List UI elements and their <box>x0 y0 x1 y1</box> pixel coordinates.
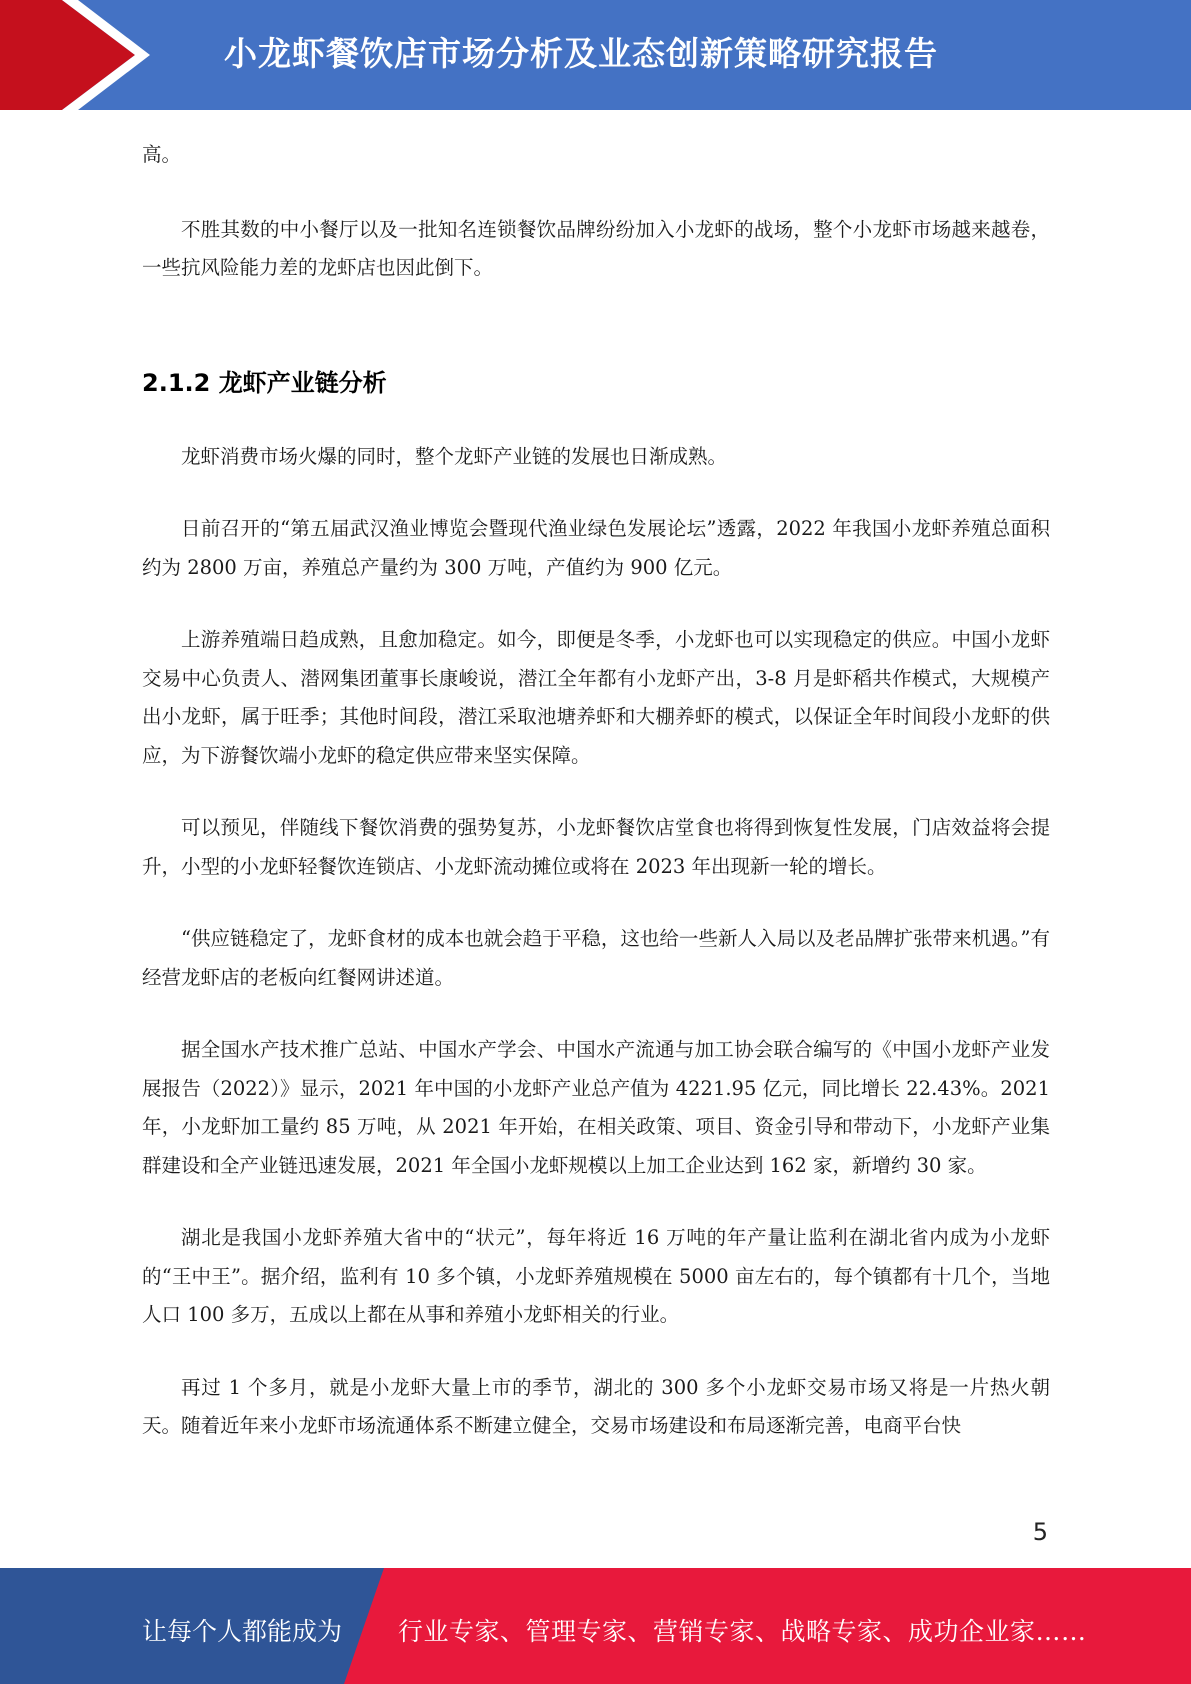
paragraph: 据全国水产技术推广总站、中国水产学会、中国水产流通与加工协会联合编写的《中国小龙虾产业发展报告（2022）》显示，2021 年中国的小龙虾产业总产值为 4221.95 亿元，同比增长 22.43%。2021 年，小龙虾加工量约 85 万吨，从 2021 年开始，在相关政策、项目、资金引导和带动下，小龙虾产业集群建设和全产业链迅速发展，2021 年全国小龙虾规模以上加工企业达到 162 家，新增约 30 家。 <box>142 1038 1050 1177</box>
footer-slogan-left: 让每个人都能成为 <box>142 1617 343 1646</box>
page-number: 5 <box>1032 1518 1048 1546</box>
report-title: 小龙虾餐饮店市场分析及业态创新策略研究报告 <box>224 34 938 73</box>
paragraph: 高。 <box>142 143 182 166</box>
footer-banner <box>0 1568 1191 1684</box>
paragraph: 日前召开的“第五届武汉渔业博览会暨现代渔业绿色发展论坛”透露，2022 年我国小龙虾养殖总面积约为 2800 万亩，养殖总产量约为 300 万吨，产值约为 900 亿元。 <box>142 517 1050 579</box>
header-arrow-decoration <box>0 0 160 110</box>
paragraph: 再过 1 个多月，就是小龙虾大量上市的季节，湖北的 300 多个小龙虾交易市场又将是一片热火朝天。随着近年来小龙虾市场流通体系不断建立健全，交易市场建设和布局逐渐完善，电商平台快 <box>142 1375 1050 1437</box>
paragraph: 龙虾消费市场火爆的同时，整个龙虾产业链的发展也日渐成熟。 <box>181 444 728 468</box>
paragraph: 上游养殖端日趋成熟，且愈加稳定。如今，即便是冬季，小龙虾也可以实现稳定的供应。中国小龙虾交易中心负责人、潜网集团董事长康峻说，潜江全年都有小龙虾产出，3-8 月是虾稻共作模式，大规模产出小龙虾，属于旺季；其他时间段，潜江采取池塘养虾和大棚养虾的模式，以保证全年时间段小龙虾的供应，为下游餐饮端小龙虾的稳定供应带来坚实保障。 <box>142 628 1050 767</box>
footer-slogan-right: 行业专家、管理专家、营销专家、战略专家、成功企业家…… <box>398 1617 1087 1646</box>
paragraph: 可以预见，伴随线下餐饮消费的强势复苏，小龙虾餐饮店堂食也将得到恢复性发展，门店效益将会提升，小型的小龙虾轻餐饮连锁店、小龙虾流动摊位或将在 2023 年出现新一轮的增长。 <box>142 816 1050 878</box>
paragraph: 湖北是我国小龙虾养殖大省中的“状元”，每年将近 16 万吨的年产量让监利在湖北省内成为小龙虾的“王中王”。据介绍，监利有 10 多个镇，小龙虾养殖规模在 5000 亩左右的，每个镇都有十几个，当地人口 100 多万，五成以上都在从事和养殖小龙虾相关的行业。 <box>142 1226 1050 1326</box>
paragraph: 不胜其数的中小餐厅以及一批知名连锁餐饮品牌纷纷加入小龙虾的战场，整个小龙虾市场越来越卷，一些抗风险能力差的龙虾店也因此倒下。 <box>142 217 1050 279</box>
paragraph: “供应链稳定了，龙虾食材的成本也就会趋于平稳，这也给一些新人入局以及老品牌扩张带来机遇。”有经营龙虾店的老板向红餐网讲述道。 <box>142 927 1050 989</box>
page-content <box>142 136 1050 1446</box>
section-heading: 2.1.2 龙虾产业链分析 <box>142 368 387 397</box>
header-banner <box>0 0 1191 110</box>
